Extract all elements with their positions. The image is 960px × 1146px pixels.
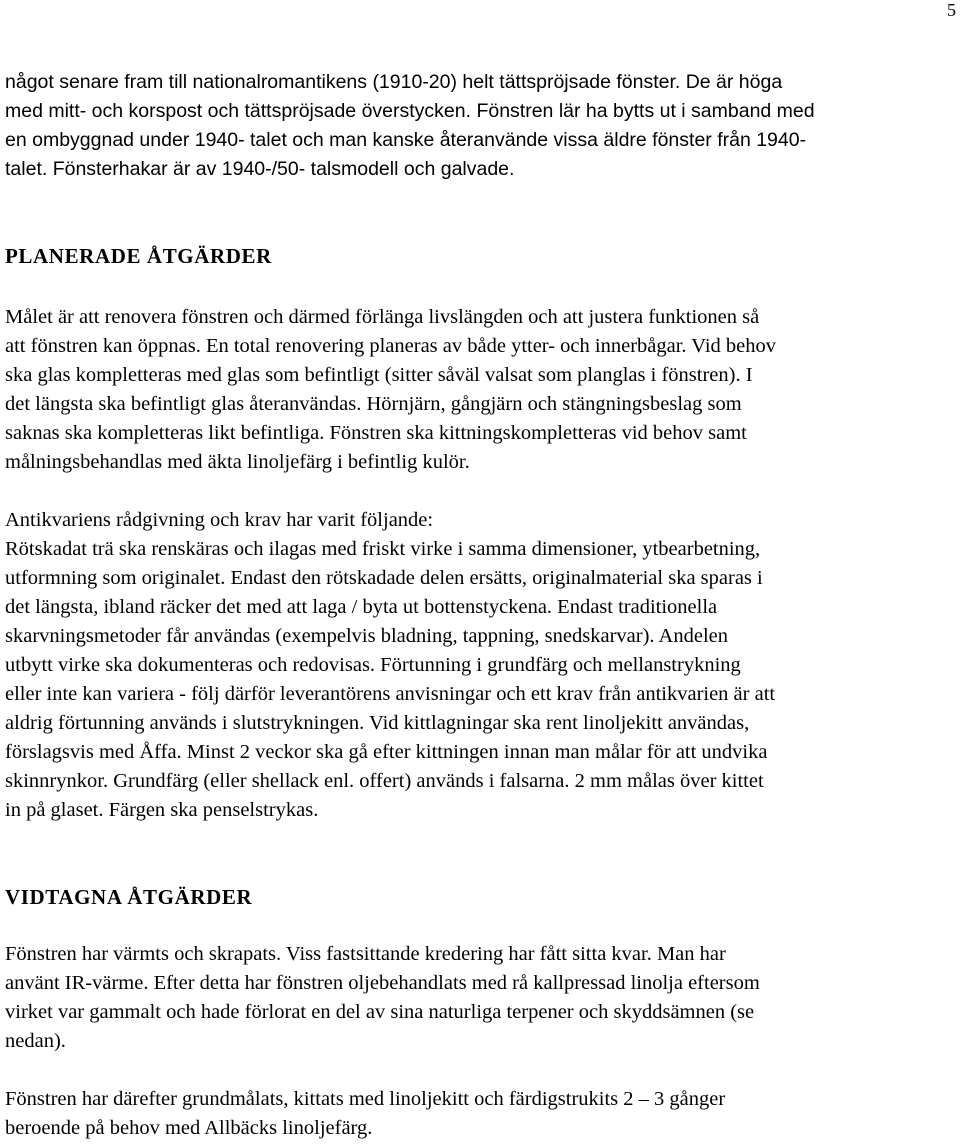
text-line: målningsbehandlas med äkta linoljefärg i befintlig kulör. (5, 451, 470, 473)
intro-paragraph (5, 68, 957, 184)
planned-paragraph-2 (5, 506, 957, 825)
section-heading-planned: PLANERADE ÅTGÄRDER (5, 244, 272, 268)
text-line: Fönstren har därefter grundmålats, kittats med linoljekitt och färdigstrukits 2 – 3 gånger (5, 1088, 726, 1110)
text-line: skarvningsmetoder får användas (exempelvis bladning, tappning, snedskarvar). Andelen (5, 625, 728, 647)
text-line: en ombyggnad under 1940- talet och man kanske återanvände vissa äldre fönster från 1940- (5, 129, 807, 151)
text-line: in på glaset. Färgen ska penselstrykas. (5, 799, 319, 821)
text-line: något senare fram till nationalromantikens (1910-20) helt tättspröjsade fönster. De är höga (5, 71, 783, 93)
text-line: talet. Fönsterhakar är av 1940-/50- talsmodell och galvade. (5, 158, 515, 180)
text-line: skinnrynkor. Grundfärg (eller shellack enl. offert) används i falsarna. 2 mm målas över kittet (5, 770, 764, 792)
text-line: Målet är att renovera fönstren och därmed förlänga livslängden och att justera funktionen så (5, 306, 760, 328)
done-paragraph-2 (5, 1085, 957, 1143)
text-line: nedan). (5, 1030, 66, 1052)
text-line: det längsta, ibland räcker det med att laga / byta ut bottenstyckena. Endast traditionella (5, 596, 718, 618)
text-line: Fönstren har värmts och skrapats. Viss fastsittande kredering har fått sitta kvar. Man har (5, 943, 726, 965)
text-line: saknas ska kompletteras likt befintliga. Fönstren ska kittningskompletteras vid behov samt (5, 422, 747, 444)
text-line: att fönstren kan öppnas. En total renovering planeras av både ytter- och innerbågar. Vid behov (5, 335, 777, 357)
text-line: aldrig förtunning används i slutstrykningen. Vid kittlagningar ska rent linoljekitt användas, (5, 712, 750, 734)
text-line: Antikvariens rådgivning och krav har varit följande: (5, 509, 434, 531)
text-line: Rötskadat trä ska renskäras och ilagas med friskt virke i samma dimensioner, ytbearbetning, (5, 538, 761, 560)
text-line: beroende på behov med Allbäcks linoljefärg. (5, 1117, 373, 1139)
page-number: 5 (947, 0, 956, 20)
text-line: utbytt virke ska dokumenteras och redovisas. Förtunning i grundfärg och mellanstrykning (5, 654, 741, 676)
text-line: eller inte kan variera - följ därför leverantörens anvisningar och ett krav från antikvarien är att (5, 683, 776, 705)
planned-paragraph-1 (5, 303, 957, 477)
text-line: använt IR-värme. Efter detta har fönstren oljebehandlats med rå kallpressad linolja eftersom (5, 972, 760, 994)
text-line: utformning som originalet. Endast den rötskadade delen ersätts, originalmaterial ska sparas i (5, 567, 763, 589)
text-line: förslagsvis med Åffa. Minst 2 veckor ska gå efter kittningen innan man målar för att undvika (5, 741, 768, 763)
text-line: med mitt- och korspost och tättspröjsade överstycken. Fönstren lär ha bytts ut i samband med (5, 100, 815, 122)
text-line: virket var gammalt och hade förlorat en del av sina naturliga terpener och skyddsämnen (se (5, 1001, 755, 1023)
section-heading-done: VIDTAGNA ÅTGÄRDER (5, 885, 253, 909)
done-paragraph-1 (5, 940, 957, 1056)
text-line: det längsta ska befintligt glas återanvändas. Hörnjärn, gångjärn och stängningsbeslag som (5, 393, 742, 415)
text-line: ska glas kompletteras med glas som befintligt (sitter såväl valsat som planglas i fönstren). I (5, 364, 753, 386)
